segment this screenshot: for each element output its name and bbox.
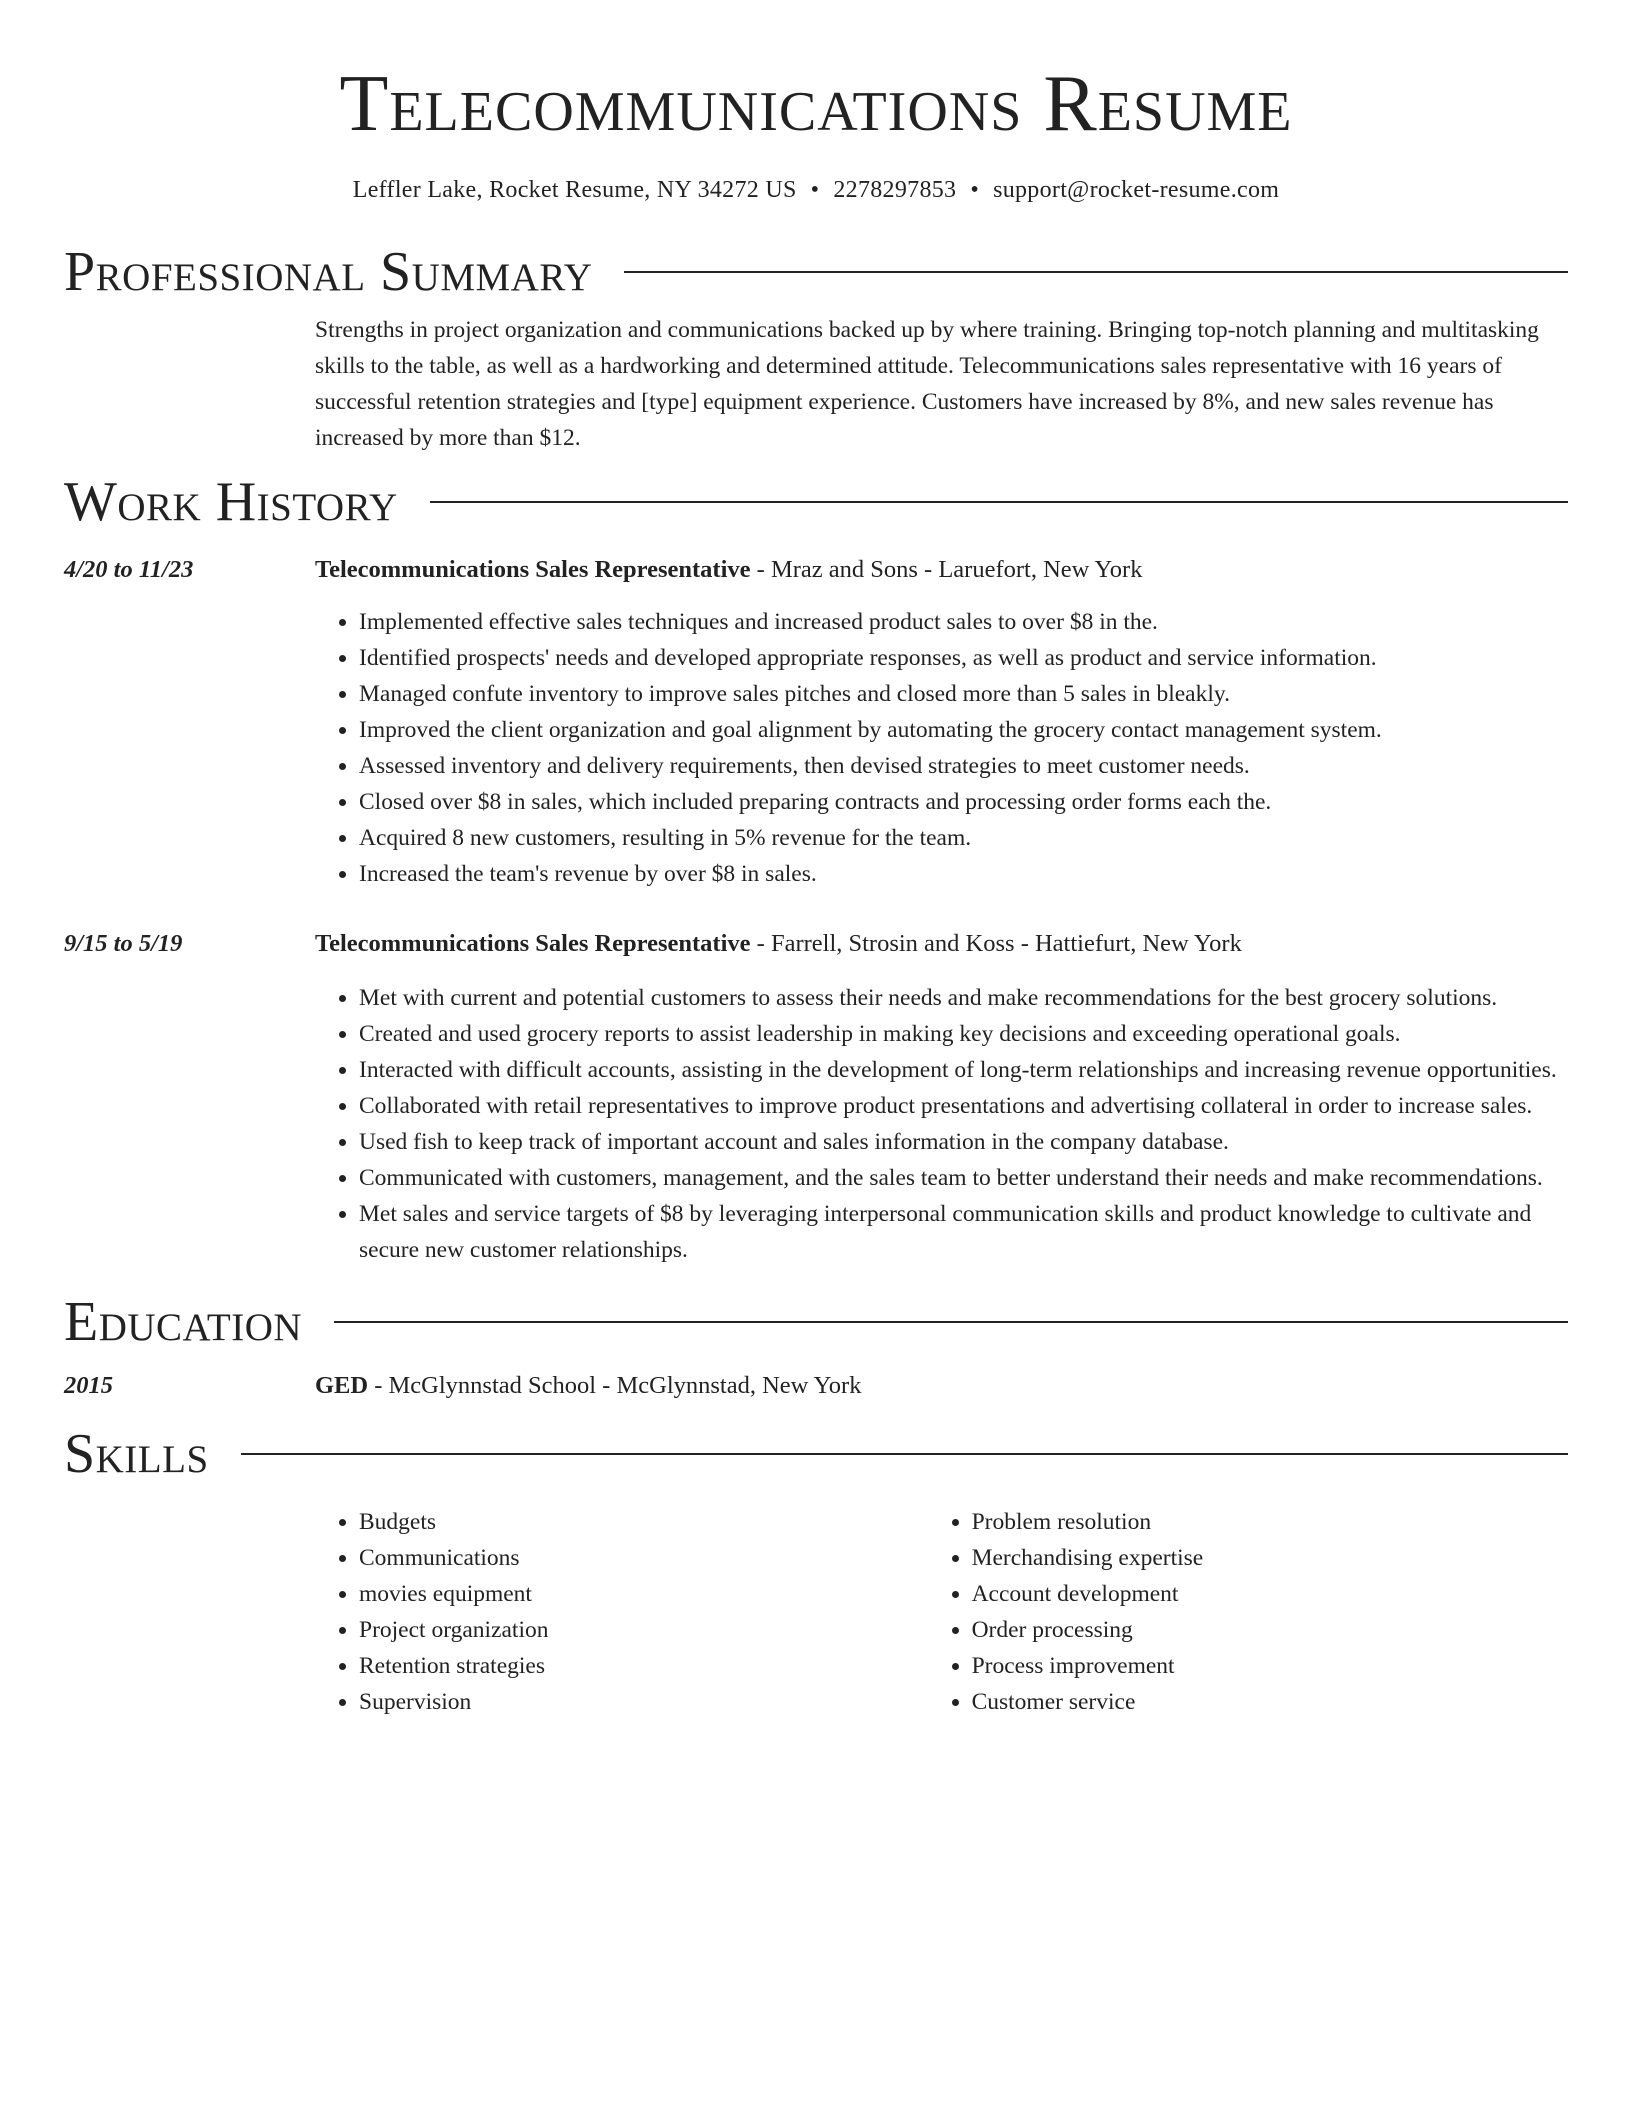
contact-address: Leffler Lake, Rocket Resume, NY 34272 US	[352, 177, 797, 203]
list-item: • Collaborated with retail representatives to improve product presentations and advertising collateral in order to increase sales.	[359, 1088, 1568, 1124]
skills-heading: Skills	[64, 1423, 209, 1485]
list-item: • Identified prospects' needs and developed appropriate responses, as well as product and service information.	[359, 640, 1568, 676]
education-heading-line	[315, 1368, 861, 1404]
education-heading: Education	[64, 1291, 303, 1353]
job-title: Telecommunications Sales Representative	[315, 556, 751, 583]
skill-item: • Retention strategies	[359, 1648, 928, 1684]
list-item: • Implemented effective sales techniques and increased product sales to over $8 in the.	[359, 604, 1568, 640]
education-degree: GED	[315, 1372, 369, 1399]
job-dates: 9/15 to 5/19	[64, 930, 183, 957]
job-title: Telecommunications Sales Representative	[315, 930, 751, 957]
list-item: • Met sales and service targets of $8 by leveraging interpersonal communication skills and product knowledge to cultivate and secure new customer relationships.	[359, 1196, 1568, 1268]
job-heading	[315, 926, 1242, 962]
job-bullets	[315, 604, 1568, 892]
resume-title: Telecommunications Resume	[339, 60, 1293, 148]
skill-item: • Communications	[359, 1540, 928, 1576]
skills-list-right	[928, 1504, 1568, 1720]
contact-line	[64, 174, 1568, 206]
education-section-header	[64, 1290, 1568, 1354]
job-entry	[64, 926, 1568, 1268]
skill-item: • Account development	[972, 1576, 1568, 1612]
list-item: • Assessed inventory and delivery requirements, then devised strategies to meet customer needs.	[359, 748, 1568, 784]
education-details: - McGlynnstad School - McGlynnstad, New York	[368, 1372, 862, 1399]
job-header	[64, 926, 1568, 962]
list-item: • Managed confute inventory to improve sales pitches and closed more than 5 sales in bleakly.	[359, 676, 1568, 712]
summary-text: Strengths in project organization and communications backed up by where training. Bringing top-notch planning and multitasking skills to the table, as well as a hardworking and determined attitude. Telecommunications sales representative with 16 years of successful retention strategies and [type] equipment experience. Customers have increased by 8%, and new sales revenue has increased by more than $12.	[315, 317, 1539, 451]
skill-item: • movies equipment	[359, 1576, 928, 1612]
skill-item: • Merchandising expertise	[972, 1540, 1568, 1576]
skills-section	[315, 1504, 1568, 1720]
list-item: • Met with current and potential customers to assess their needs and make recommendations for the best grocery solutions.	[359, 980, 1568, 1016]
summary-section	[315, 312, 1568, 456]
education-entry	[64, 1368, 1568, 1404]
skill-item: • Supervision	[359, 1684, 928, 1720]
job-bullets	[315, 980, 1568, 1268]
contact-phone: 2278297853	[833, 177, 957, 203]
skill-item: • Customer service	[972, 1684, 1568, 1720]
list-item: • Interacted with difficult accounts, assisting in the development of long-term relationships and increasing revenue opportunities.	[359, 1052, 1568, 1088]
section-divider	[241, 1453, 1568, 1455]
skill-item: • Order processing	[972, 1612, 1568, 1648]
work-heading: Work History	[64, 471, 398, 533]
job-dates: 4/20 to 11/23	[64, 556, 194, 583]
summary-heading: Professional Summary	[64, 241, 593, 303]
contact-email: support@rocket-resume.com	[993, 177, 1280, 203]
job-entry	[64, 552, 1568, 892]
job-header	[64, 552, 1568, 588]
skills-list-left	[315, 1504, 928, 1720]
education-year: 2015	[64, 1372, 113, 1399]
summary-section-header	[64, 240, 1568, 304]
list-item: • Communicated with customers, management, and the sales team to better understand their needs and make recommendations.	[359, 1160, 1568, 1196]
list-item: • Closed over $8 in sales, which included preparing contracts and processing order forms each the.	[359, 784, 1568, 820]
list-item: • Used fish to keep track of important account and sales information in the company database.	[359, 1124, 1568, 1160]
list-item: • Increased the team's revenue by over $8 in sales.	[359, 856, 1568, 892]
skills-section-header	[64, 1422, 1568, 1486]
section-divider	[624, 271, 1568, 273]
job-details: - Farrell, Strosin and Koss - Hattiefurt, New York	[750, 930, 1242, 957]
section-divider	[430, 501, 1568, 503]
job-heading	[315, 552, 1142, 588]
work-section-header	[64, 470, 1568, 534]
section-divider	[334, 1321, 1568, 1323]
skill-item: • Budgets	[359, 1504, 928, 1540]
list-item: • Improved the client organization and goal alignment by automating the grocery contact management system.	[359, 712, 1568, 748]
job-details: - Mraz and Sons - Laruefort, New York	[750, 556, 1143, 583]
list-item: • Created and used grocery reports to assist leadership in making key decisions and exceeding operational goals.	[359, 1016, 1568, 1052]
skill-item: • Process improvement	[972, 1648, 1568, 1684]
contact-separator: •	[970, 177, 980, 203]
skill-item: • Project organization	[359, 1612, 928, 1648]
skill-item: • Problem resolution	[972, 1504, 1568, 1540]
resume-page	[64, 0, 1568, 1720]
list-item: • Acquired 8 new customers, resulting in 5% revenue for the team.	[359, 820, 1568, 856]
contact-separator: •	[810, 177, 820, 203]
